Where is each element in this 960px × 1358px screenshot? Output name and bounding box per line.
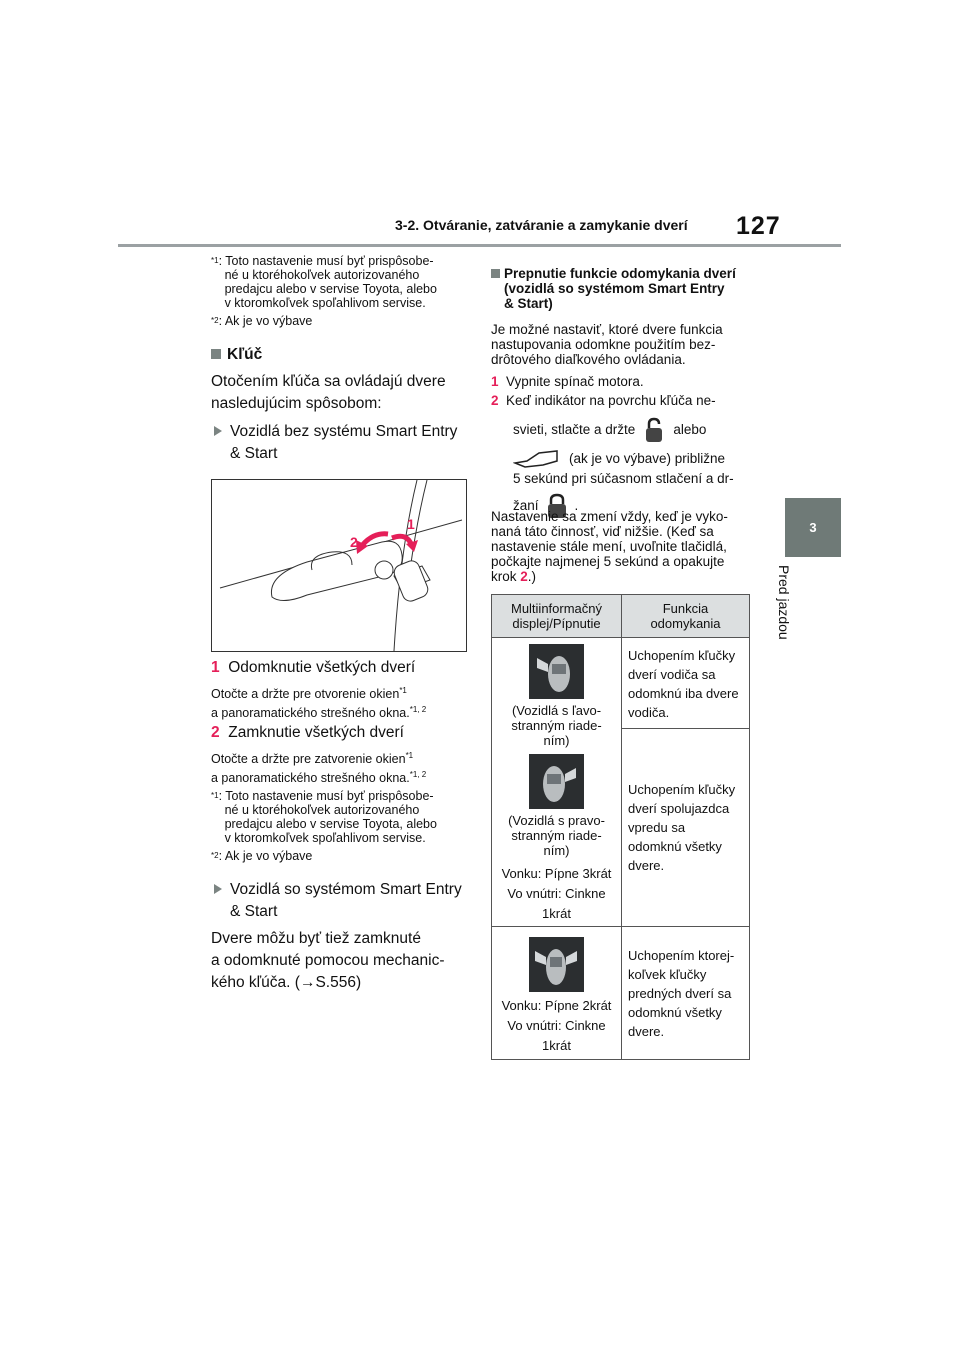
step-title: Odomknutie všetkých dverí (228, 659, 416, 676)
footnotes-top (211, 254, 476, 328)
right-step-1: 1 Vypnite spínač motora. (491, 374, 644, 389)
chapter-label (776, 565, 808, 665)
figure-label-1: 1 (407, 516, 415, 532)
table-header-function: Funkcia odomykania (622, 595, 750, 638)
footnote: *2 : Ak je vo výbave (211, 849, 313, 863)
footnote-line: : Ak je vo výbave (218, 314, 313, 328)
unlock-switch-heading: Prepnutie funkcie odomykania dverí (vozidlá so systémom Smart Entry & Start) (491, 266, 736, 311)
table-cell-function-a: Uchopením kľučky dverí vodiča sa odomknú iba dvere vodiča. (622, 638, 750, 729)
table-cell-function-b: Uchopením kľučky dverí spolujazdca vpredu sa odomknú všetky dvere. (622, 729, 750, 927)
triangle-bullet-icon (214, 426, 222, 436)
footnote-line: predajcu alebo v servise Toyota, alebo (224, 282, 437, 296)
footnote-line: né u ktoréhokoľvek autorizovaného (224, 268, 420, 282)
chapter-tab (785, 498, 841, 557)
step-number: 2 (211, 724, 220, 741)
setting-note: Nastavenie sa zmení vždy, keď je vyko- naná táto činnosť, viď nižšie. (Keď sa nastavenie stále mení, uvoľnite tlačidlá, počkajte najmenej 5 sekúnd a opakujte krok 2.) (491, 509, 728, 584)
car-driver-door-open-image (529, 644, 584, 699)
subsection-smart-entry: Vozidlá so systémom Smart Entry & Start (214, 879, 462, 923)
table-header-row (492, 595, 750, 638)
subsection-no-smart-entry: Vozidlá bez systému Smart Entry & Start (214, 421, 457, 465)
square-bullet-icon (491, 269, 500, 278)
table-row (492, 638, 750, 729)
key-figure (211, 479, 467, 652)
step-number: 1 (211, 659, 220, 676)
chapter-label-text: Pred jazdou (776, 565, 792, 640)
figure-label-2: 2 (350, 534, 358, 550)
footnote-mark: *1 (211, 791, 219, 800)
footnote-line: : Toto nastavenie musí byť prispôsobe- (218, 254, 434, 268)
square-bullet-icon (211, 349, 221, 359)
table-cell-display-ab: (Vozidlá s ľavo- stranným riade- ním) (Vozidlá s pravo- stranným riade- ním) Vonku: Pípne 3krát Vo vnútri: Cinkne 1krát (492, 638, 622, 927)
footnote-line: v ktoromkoľvek spoľahlivom servise. (224, 296, 426, 310)
unlock-function-table (491, 594, 750, 1060)
step-2: 2 Zamknutie všetkých dverí Otočte a držte pre zatvorenie okien$^{*1}$ a panoramatického strešného okna.$^{*1, 2}$ (211, 724, 427, 786)
footnotes-mid (211, 789, 476, 863)
triangle-bullet-icon (214, 884, 222, 894)
header-rule (118, 244, 841, 247)
right-step-2: 2 Keď indikátor na povrchu kľúča ne- svieti, stlačte a držte alebo (ak je vo výbave) približne 5 sekúnd pri súčasnom stlačení a dr- žaní . (491, 393, 734, 519)
step-title: Zamknutie všetkých dverí (228, 724, 404, 741)
key-intro: Otočením kľúča sa ovládajú dvere nasledujúcim spôsobom: (211, 373, 446, 412)
page-number: 127 (736, 212, 781, 240)
trunk-button-icon (513, 449, 561, 469)
mechanical-key-text: Dvere môžu byť tiež zamknuté a odomknuté pomocou mechanic- kého kľúča. (→S.556) (211, 930, 445, 991)
car-passenger-door-open-image (529, 754, 584, 809)
footnote: *1 : Toto nastavenie musí byť prispôsobe- né u ktoréhokoľvek autorizovaného predajcu alebo v servise Toyota, alebo v ktoromkoľvek spoľahlivom servise. (211, 789, 437, 845)
section-title: 3-2. Otváranie, zatváranie a zamykanie dverí (395, 217, 688, 233)
footnote-mark: *1 (211, 256, 219, 265)
table-row (492, 927, 750, 1060)
footnote (211, 254, 476, 310)
car-both-doors-open-image (529, 937, 584, 992)
unlock-button-icon (641, 417, 667, 443)
footnote-mark: *2 (211, 851, 219, 860)
footnote-mark: *2 (211, 316, 219, 325)
table-cell-display-c: Vonku: Pípne 2krát Vo vnútri: Cinkne 1krát (492, 927, 622, 1060)
table-header-display: Multiinformačný displej/Pípnutie (492, 595, 622, 638)
footnote (211, 314, 476, 328)
table-cell-function-c: Uchopením ktorej- koľvek kľučky predných dverí sa odomknú všetky dvere. (622, 927, 750, 1060)
chapter-number: 3 (809, 520, 817, 535)
step-1: 1 Odomknutie všetkých dverí Otočte a držte pre otvorenie okien$^{*1}$ a panoramatického strešného okna.$^{*1, 2}$ (211, 659, 427, 721)
door-handle-illustration (212, 480, 466, 651)
unlock-intro: Je možné nastaviť, ktoré dvere funkcia nastupovania odomkne použitím bez- drôtového diaľkového ovládania. (491, 322, 723, 367)
key-heading: Kľúč (211, 346, 262, 364)
